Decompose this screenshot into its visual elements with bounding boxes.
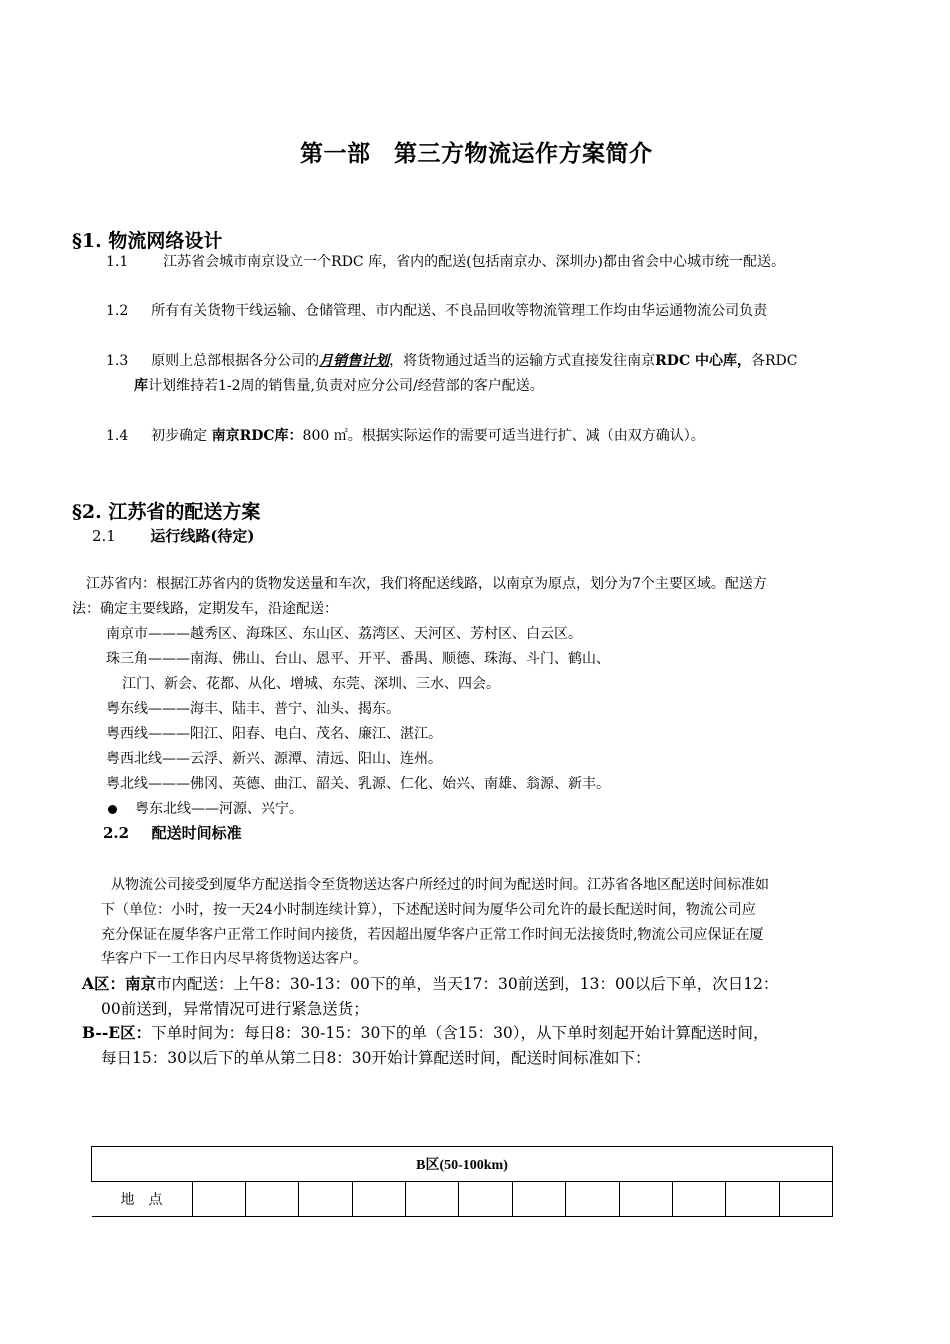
item-1-3-line2 (134, 373, 544, 399)
bullet-item (108, 797, 303, 822)
item-text: 江苏省会城市南京设立一个RDC 库，省内的配送(包括南京办、深圳办)都由省会中心城市统一配送。 (163, 254, 786, 270)
subsection-num: 2.1 (92, 527, 116, 545)
bullet-text: 粤东北线——河源、兴宁。 (135, 801, 303, 817)
table-cell (299, 1182, 352, 1217)
zone-a-label: A区： (82, 974, 126, 993)
zone-b-table (91, 1146, 833, 1217)
item-num: 1.1 (106, 254, 129, 270)
subsection-2-2 (103, 822, 242, 843)
table-cell (192, 1182, 245, 1217)
route-line: 珠三角———南海、佛山、台山、恩平、开平、番禺、顺德、珠海、斗门、鹤山、 (106, 651, 610, 667)
item-text-bold: 库 (134, 378, 148, 394)
item-text-pre: 初步确定 (151, 428, 208, 444)
item-text-post: 800 ㎡。根据实际运作的需要可适当进行扩、减（由双方确认）。 (302, 428, 705, 444)
route-line: 粤西线———阳江、阳春、电白、茂名、廉江、湛江。 (106, 726, 442, 742)
table-cell (512, 1182, 565, 1217)
item-1-4 (106, 423, 705, 449)
item-num: 1.3 (106, 353, 129, 369)
zone-be-label: B--E区： (82, 1023, 152, 1042)
table-row (92, 1182, 833, 1217)
page-title: 第一部 第三方物流运作方案简介 (300, 140, 653, 167)
zone-a-city: 南京 (125, 974, 157, 993)
table-cell (566, 1182, 619, 1217)
zone-a-text: 市内配送：上午8：30-13：00下的单，当天17：30前送到，13：00以后下单，次日12： (156, 975, 779, 993)
zone-a-line1 (82, 971, 778, 997)
table-cell (406, 1182, 459, 1217)
table-cell (459, 1182, 512, 1217)
table-cell (352, 1182, 405, 1217)
nanjing-rdc: 南京RDC库： (211, 428, 303, 444)
time-para-line: 华客户下一工作日内尽早将货物送达客户。 (101, 951, 367, 967)
table-cell (672, 1182, 725, 1217)
item-text-mid: ，将货物通过适当的运输方式直接发往南京 (389, 353, 656, 369)
section2-heading: §2. 江苏省的配送方案 (72, 501, 261, 523)
time-para-line: 从物流公司接受到厦华方配送指令至货物送达客户所经过的时间为配送时间。江苏省各地区配送时间标准如 (111, 877, 769, 893)
time-para-line: 下（单位：小时，按一天24小时制连续计算），下述配送时间为厦华公司允许的最长配送时间，物流公司应 (101, 902, 756, 918)
subsection-num: 2.2 (103, 824, 130, 842)
time-para-line: 充分保证在厦华客户正常工作时间内接货，若因超出厦华客户正常工作时间无法接货时,物流公司应保证在厦 (101, 927, 764, 943)
item-num: 1.2 (106, 303, 129, 319)
bullet-icon (108, 805, 117, 814)
zone-be-line2: 每日15：30以后下的单从第二日8：30开始计算配送时间，配送时间标准如下： (101, 1049, 651, 1067)
item-num: 1.4 (106, 428, 129, 444)
zone-a-line2: 00前送到，异常情况可进行紧急送货； (101, 1000, 369, 1018)
subsection-label: 运行线路(待定) (150, 527, 255, 545)
zone-be-line1 (82, 1020, 769, 1046)
item-1-3 (106, 348, 797, 374)
rdc-center: RDC 中心库， (655, 353, 751, 369)
location-label: 地 点 (120, 1192, 163, 1208)
route-line: 粤北线———佛冈、英德、曲江、韶关、乳源、仁化、始兴、南雄、翁源、新丰。 (106, 776, 610, 792)
route-line: 粤西北线——云浮、新兴、源潭、清远、阳山、连州。 (106, 751, 442, 767)
item-text-pre: 原则上总部根据各分公司的 (151, 353, 320, 369)
table-cell (726, 1182, 779, 1217)
table-cell (245, 1182, 298, 1217)
item-1-1 (106, 249, 785, 275)
table-cell (779, 1182, 832, 1217)
table-cell-location-label (92, 1182, 193, 1217)
subsection-2-1 (92, 525, 255, 546)
route-line: 粤东线———海丰、陆丰、普宁、汕头、揭东。 (106, 701, 400, 717)
table-header-row (92, 1147, 833, 1182)
section1-heading: §1. 物流网络设计 (72, 230, 223, 252)
item-1-2 (106, 298, 767, 324)
table-title: B区(50-100km) (92, 1147, 833, 1182)
zone-be-text: 下单时间为：每日8：30-15：30下的单（含15：30），从下单时刻起开始计算配送时间， (151, 1024, 769, 1042)
table-cell (619, 1182, 672, 1217)
item-text: 计划维持若1-2周的销售量,负责对应分公司/经营部的客户配送。 (148, 378, 544, 394)
subsection-label: 配送时间标准 (151, 824, 242, 842)
route-line: 江门、新会、花都、从化、增城、东莞、深圳、三水、四会。 (122, 676, 500, 692)
route-line: 南京市———越秀区、海珠区、东山区、荔湾区、天河区、芳村区、白云区。 (106, 626, 582, 642)
monthly-sales-plan: 月销售计划 (319, 353, 390, 369)
item-text: 所有有关货物干线运输、仓储管理、市内配送、不良品回收等物流管理工作均由华运通物流公司负责 (151, 303, 768, 319)
intro-line-2: 法：确定主要线路，定期发车，沿途配送： (72, 601, 338, 617)
item-text-post: 各RDC (750, 353, 798, 369)
intro-line-1: 江苏省内：根据江苏省内的货物发送量和车次，我们将配送线路，以南京为原点，划分为7个主要区域。配送方 (86, 576, 767, 592)
